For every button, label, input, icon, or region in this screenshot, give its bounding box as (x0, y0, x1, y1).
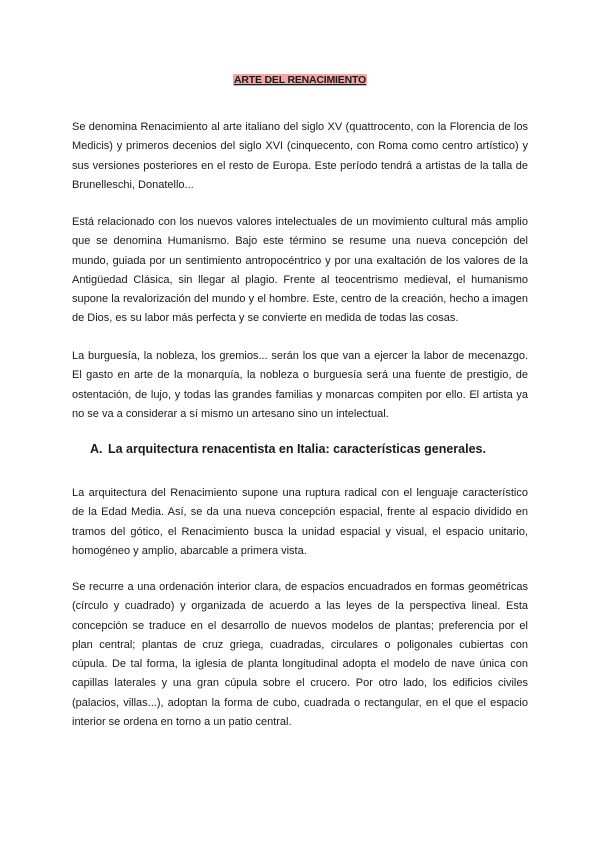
intro-paragraph: Se denomina Renacimiento al arte italiano del siglo XV (quattrocento, con la Florencia de los Medicis) y primeros decenios del siglo XVI (cinquecento, con Roma como centro artístico) y sus versiones posteriores en el resto de Europa. Este período tendrá a artistas de la talla de Brunelleschi, Donatello... (72, 121, 528, 191)
patronage-paragraph: La burguesía, la nobleza, los gremios... serán los que van a ejercer la labor de mecenazgo. El gasto en arte de la monarquía, la nobleza o burguesía será una fuente de prestigio, de ostentación, de lujo, y todas las grandes familias y monarcas compiten por ello. El artista ya no se va a considerar a sí mismo un artesano sino un intelectual. (72, 350, 528, 420)
architecture-paragraph-1: La arquitectura del Renacimiento supone una ruptura radical con el lenguaje característico de la Edad Media. Así, se da una nueva concepción espacial, frente al espacio dividido en tramos del gótico, el Renacimiento busca la unidad espacial y visual, el espacio unitario, homogéneo y amplio, abarcable a primera vista. (72, 487, 528, 557)
title-container (0, 70, 600, 88)
section-a-heading (90, 442, 486, 456)
section-a-marker: A. (90, 442, 103, 456)
humanism-paragraph: Está relacionado con los nuevos valores intelectuales de un movimiento cultural más amplio que se denomina Humanismo. Bajo este término se resume una nueva concepción del mundo, guiada por un sentimiento antropocéntrico y por una exaltación de los valores de la Antigüedad Clásica, sin llegar al plagio. Frente al teocentrismo medieval, el humanismo supone la revalorización del mundo y el hombre. Este, centro de la creación, hecho a imagen de Dios, es su labor más perfecta y se convierte en medida de todas las cosas. (72, 216, 528, 325)
architecture-paragraph-2: Se recurre a una ordenación interior clara, de espacios encuadrados en formas geométricas (círculo y cuadrado) y organizada de acuerdo a las leyes de la perspectiva lineal. Esta concepción se traduce en el desarrollo de nuevos modelos de plantas; preferencia por el plan central; plantas de cruz griega, cuadradas, circulares o poligonales cubiertas con cúpula. De tal forma, la iglesia de planta longitudinal adopta el modelo de nave única con capillas laterales y una gran cúpula sobre el crucero. Por otro lado, los edificios civiles (palacios, villas...), adoptan la forma de cubo, cuadrada o rectangular, en el que el espacio interior se ordena en torno a un patio central. (72, 581, 528, 729)
section-a-title: La arquitectura renacentista en Italia: características generales. (108, 442, 486, 456)
document-title: ARTE DEL RENACIMIENTO (234, 74, 366, 86)
